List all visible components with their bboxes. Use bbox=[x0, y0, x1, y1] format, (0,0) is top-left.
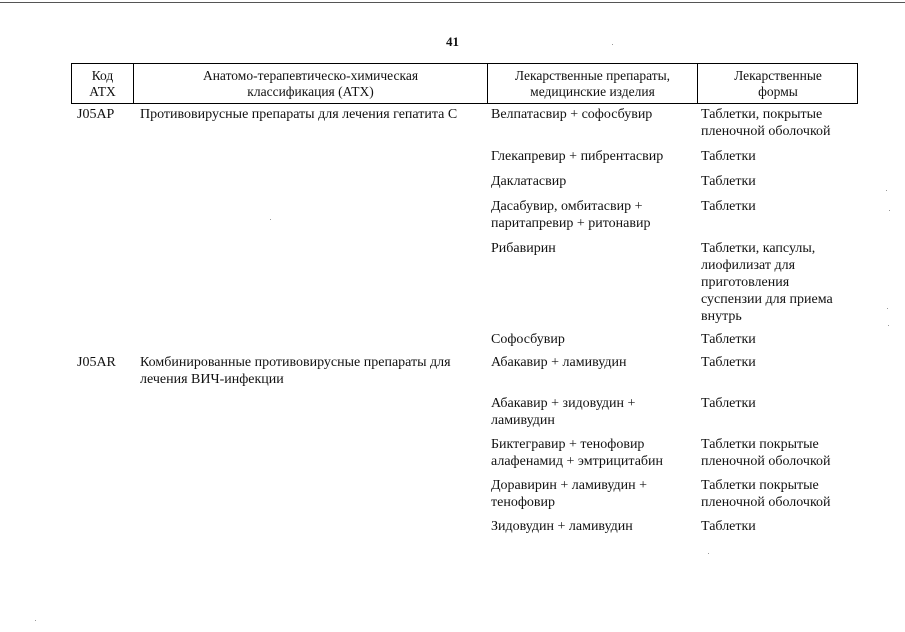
header-forms: Лекарственные формы bbox=[734, 67, 822, 99]
row-form: Таблетки, покрытые пленочной оболочкой bbox=[701, 107, 831, 139]
row-form: Таблетки bbox=[701, 174, 756, 189]
scan-speck bbox=[612, 44, 613, 45]
table-header bbox=[71, 63, 858, 104]
scan-speck bbox=[270, 219, 271, 220]
row-form: Таблетки покрытые пленочной оболочкой bbox=[701, 437, 831, 469]
scan-speck bbox=[888, 325, 889, 326]
row-form: Таблетки bbox=[701, 519, 756, 534]
row-code: J05AP bbox=[77, 107, 115, 122]
row-drug: Доравирин + ламивудин + тенофовир bbox=[491, 478, 648, 510]
row-drug: Рибавирин bbox=[491, 241, 556, 256]
header-drugs: Лекарственные препараты, медицинские изделия bbox=[488, 64, 698, 103]
row-drug: Биктегравир + тенофовир алафенамид + эмтрицитабин bbox=[491, 437, 664, 469]
header-code: Код АТХ bbox=[72, 64, 134, 103]
header-classification: Анатомо-терапевтическо-химическая классификация (АТХ) bbox=[134, 64, 488, 103]
row-drug: Абакавир + зидовудин + ламивудин bbox=[491, 396, 636, 428]
scan-speck bbox=[889, 210, 890, 211]
row-drug: Зидовудин + ламивудин bbox=[491, 519, 633, 534]
scan-speck bbox=[887, 308, 888, 309]
row-code: J05AR bbox=[77, 355, 116, 370]
row-drug: Даклатасвир bbox=[491, 174, 567, 189]
row-drug: Абакавир + ламивудин bbox=[491, 355, 627, 370]
row-drug: Глекапревир + пибрентасвир bbox=[491, 149, 664, 164]
row-form: Таблетки bbox=[701, 199, 756, 214]
row-form: Таблетки bbox=[701, 332, 756, 347]
scan-speck bbox=[708, 553, 709, 554]
row-form: Таблетки bbox=[701, 396, 756, 411]
row-form: Таблетки, капсулы, лиофилизат для приготовления суспензии для приема внутрь bbox=[701, 241, 833, 324]
scan-speck bbox=[35, 620, 36, 621]
row-drug: Велпатасвир + софосбувир bbox=[491, 107, 653, 122]
row-form: Таблетки bbox=[701, 149, 756, 164]
row-form: Таблетки покрытые пленочной оболочкой bbox=[701, 478, 831, 510]
row-drug: Дасабувир, омбитасвир + паритапревир + ритонавир bbox=[491, 199, 651, 231]
row-classification: Противовирусные препараты для лечения гепатита С bbox=[140, 107, 458, 122]
scan-top-edge bbox=[0, 2, 905, 3]
row-form: Таблетки bbox=[701, 355, 756, 370]
row-classification: Комбинированные противовирусные препараты для лечения ВИЧ-инфекции bbox=[140, 355, 451, 387]
page-number: 41 bbox=[446, 34, 459, 49]
row-drug: Софосбувир bbox=[491, 332, 565, 347]
scan-speck bbox=[886, 190, 887, 191]
